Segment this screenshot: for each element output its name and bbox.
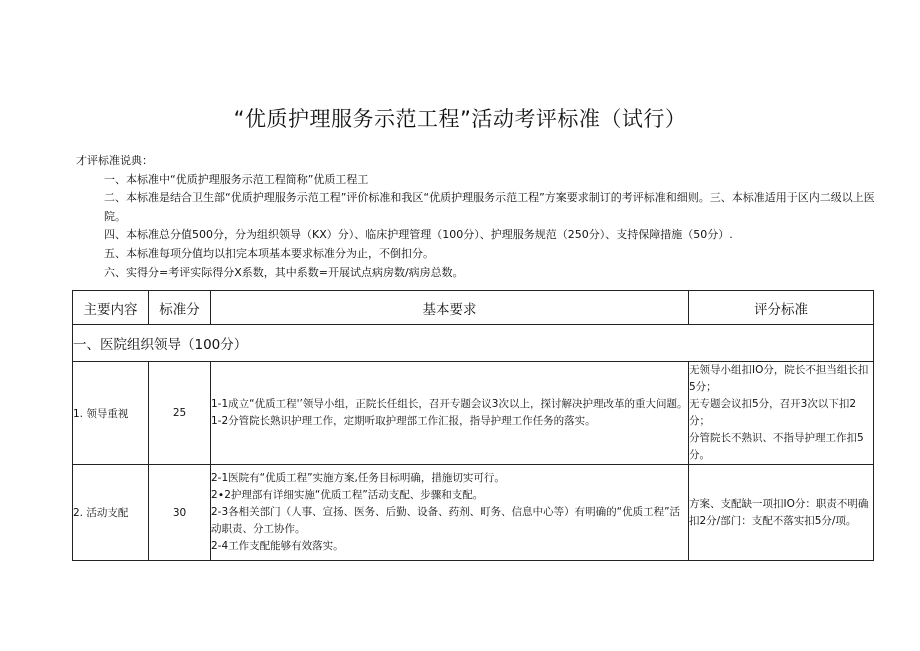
criteria-line: 无专题会议扣5分，召开3次以下扣2分；	[689, 398, 857, 427]
criteria-line: 无领导小组扣IO分，院长不担当组长扣5分；	[689, 364, 869, 393]
row-item-name: 1. 领导重视	[73, 362, 149, 465]
row-scoring-criteria	[689, 362, 874, 465]
header-basic-requirements: 基本要求	[211, 291, 689, 325]
row-standard-score: 25	[149, 362, 211, 465]
row-requirements	[211, 362, 689, 465]
section-title: 一、医院组织领导（100分）	[73, 325, 874, 362]
header-standard-score: 标准分	[149, 291, 211, 325]
evaluation-table	[72, 290, 874, 561]
table-header-row	[73, 291, 874, 325]
note-item: 六、实得分=考评实际得分X系数，其中系数=开展试点病房数/病房总数。	[104, 265, 464, 279]
notes-heading: 才评标准说典：	[76, 154, 153, 167]
requirement-line: 1-2分管院长熟识护理工作，定期听取护理部工作汇报，指导护理工作任务的落实。	[211, 415, 596, 427]
note-item: 一、本标准中“优质护理服务示范工程简称”优质工程工	[104, 172, 369, 186]
header-scoring-criteria: 评分标准	[689, 291, 874, 325]
criteria-line: 方案、支配缺一项扣IO分：职责不明确扣2分/部门：支配不落实扣5分/项。	[689, 497, 869, 527]
row-item-name: 2. 活动支配	[73, 465, 149, 561]
document-title: “优质护理服务示范工程”活动考评标准（试行）	[233, 107, 687, 131]
explanatory-notes	[76, 152, 890, 282]
requirement-line: 2∙2护理部有详细实施“优质工程”活动支配、步骤和支配。	[211, 489, 484, 501]
header-main-content: 主要内容	[73, 291, 149, 325]
note-item: 二、本标准是结合卫生部“优质护理服务示范工程”评价标准和我区“优质护理服务示范工程”方案要求制订的考评标准和细则。三、本标准适用于区内二级以上医院。	[104, 191, 875, 223]
table-row	[73, 362, 874, 465]
table-row	[73, 465, 874, 561]
requirement-line: 1-1成立“优质工程'’领导小组，正院长任组长，召开专题会议3次以上，探讨解决护理改革的重大问题。	[211, 398, 688, 410]
requirement-line: 2-3各相关部门（人事、宣扬、医务、后勤、设备、药剂、町务、信息中心等）有明确的“优质工程”活动职责、分工协作。	[211, 506, 681, 535]
note-item: 四、本标准总分值500分，分为组织领导（KX）分）、临床护理管理（100分）、护理服务规范（250分）、支持保障措施（50分）.	[104, 228, 733, 242]
criteria-line: 分管院长不熟识、不指导护理工作扣5分。	[689, 432, 864, 461]
section-row	[73, 325, 874, 362]
row-standard-score: 30	[149, 465, 211, 561]
row-requirements	[211, 465, 689, 561]
note-item: 五、本标准每项分值均以扣完本项基本要求标准分为止，不倒扣分。	[104, 246, 434, 260]
requirement-line: 2-4工作支配能够有效落实。	[211, 540, 344, 552]
requirement-line: 2-1医院有“优质工程”实施方案,任务目标明确，措施切实可行。	[211, 472, 505, 484]
row-scoring-criteria	[689, 465, 874, 561]
